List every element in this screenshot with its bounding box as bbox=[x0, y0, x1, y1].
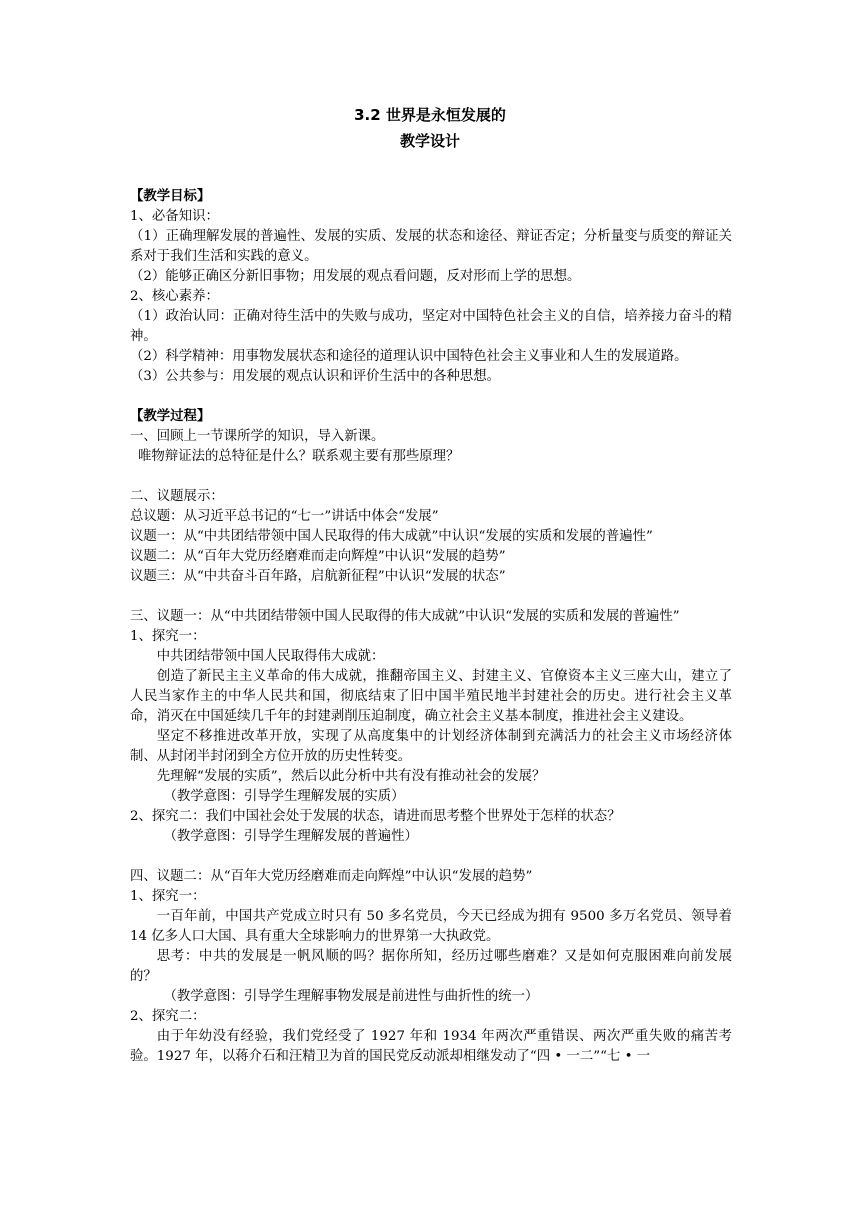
topic2-paragraph: 由于年幼没有经验，我们党经受了 1927 年和 1934 年两次严重错误、两次严重失败的痛苦考验。1927 年，以蒋介石和汪精卫为首的国民党反动派却相继发动了“四 • 一二”“七 • 一 bbox=[130, 1029, 732, 1064]
topic2-paragraph: 一百年前，中国共产党成立时只有 50 多名党员，今天已经成为拥有 9500 多万名党员、领导着 14 亿多人口大国、具有重大全球影响力的世界第一大执政党。 bbox=[130, 909, 732, 944]
topic1-line: 先理解“发展的实质”，然后以此分析中共有没有推动社会的发展？ bbox=[156, 769, 546, 784]
topics-heading: 二、议题展示： bbox=[130, 489, 224, 504]
document-subtitle: 教学设计 bbox=[399, 132, 460, 150]
topic1-line: 中共团结带领中国人民取得伟大成就： bbox=[156, 649, 385, 664]
process-line: 唯物辩证法的总特征是什么？联系观主要有那些原理？ bbox=[138, 449, 460, 464]
process-heading: 【教学过程】 bbox=[130, 409, 211, 424]
topic2-paragraph: 思考：中共的发展是一帆风顺的吗？据你所知，经历过哪些磨难？又是如何克服困难向前发展的？ bbox=[130, 949, 732, 984]
goals-line: 2、核心素养： bbox=[130, 289, 219, 304]
topic-item: 议题二：从“百年大党历经磨难而走向辉煌”中认识“发展的趋势” bbox=[130, 549, 506, 564]
goals-line: （2）能够正确区分新旧事物；用发展的观点看问题，反对形而上学的思想。 bbox=[130, 269, 581, 284]
topic2-heading: 四、议题二：从“百年大党历经磨难而走向辉煌”中认识“发展的趋势” bbox=[130, 869, 533, 884]
topic-item: 总议题：从习近平总书记的“七一”讲话中体会“发展” bbox=[130, 509, 439, 524]
topic1-paragraph: 坚定不移推进改革开放，实现了从高度集中的计划经济体制到充满活力的社会主义市场经济体制、从封闭半封闭到全方位开放的历史性转变。 bbox=[130, 729, 732, 764]
goals-line: （2）科学精神：用事物发展状态和途径的道理认识中国特色社会主义事业和人生的发展道路。 bbox=[130, 349, 688, 364]
document-title: 3.2 世界是永恒发展的 bbox=[354, 106, 506, 124]
document-body bbox=[130, 187, 732, 1067]
topic1-paragraph: 创造了新民主主义革命的伟大成就，推翻帝国主义、封建主义、官僚资本主义三座大山，建立了人民当家作主的中华人民共和国，彻底结束了旧中国半殖民地半封建社会的历史。进行社会主义革命，消灭在中国延续几千年的封建剥削压迫制度，确立社会主义基本制度，推进社会主义建设。 bbox=[130, 669, 732, 724]
topic1-intent: （教学意图：引导学生理解发展的普遍性） bbox=[163, 829, 418, 844]
goals-line: （1）正确理解发展的普遍性、发展的实质、发展的状态和途径、辩证否定；分析量变与质变的辩证关系对于我们生活和实践的意义。 bbox=[130, 229, 732, 264]
topic1-heading: 三、议题一：从“中共团结带领中国人民取得的伟大成就”中认识“发展的实质和发展的普遍性” bbox=[130, 609, 680, 624]
topic1-intent: （教学意图：引导学生理解发展的实质） bbox=[163, 789, 405, 804]
topic1-line: 1、探究一： bbox=[130, 629, 206, 644]
topic2-line: 1、探究一： bbox=[130, 889, 206, 904]
topic2-line: 2、探究二： bbox=[130, 1009, 206, 1024]
goals-line: 1、必备知识： bbox=[130, 209, 219, 224]
topic-item: 议题三：从“中共奋斗百年路，启航新征程”中认识“发展的状态” bbox=[130, 569, 506, 584]
topic1-line: 2、探究二：我们中国社会处于发展的状态，请进而思考整个世界处于怎样的状态？ bbox=[130, 809, 621, 824]
goals-line: （3）公共参与：用发展的观点认识和评价生活中的各种思想。 bbox=[130, 369, 501, 384]
goals-heading: 【教学目标】 bbox=[130, 189, 211, 204]
topic-item: 议题一：从“中共团结带领中国人民取得的伟大成就”中认识“发展的实质和发展的普遍性” bbox=[130, 529, 653, 544]
topic2-intent: （教学意图：引导学生理解事物发展是前进性与曲折性的统一） bbox=[163, 989, 539, 1004]
goals-line: （1）政治认同：正确对待生活中的失败与成功，坚定对中国特色社会主义的自信，培养接力奋斗的精神。 bbox=[130, 309, 732, 344]
process-line: 一、回顾上一节课所学的知识，导入新课。 bbox=[130, 429, 385, 444]
